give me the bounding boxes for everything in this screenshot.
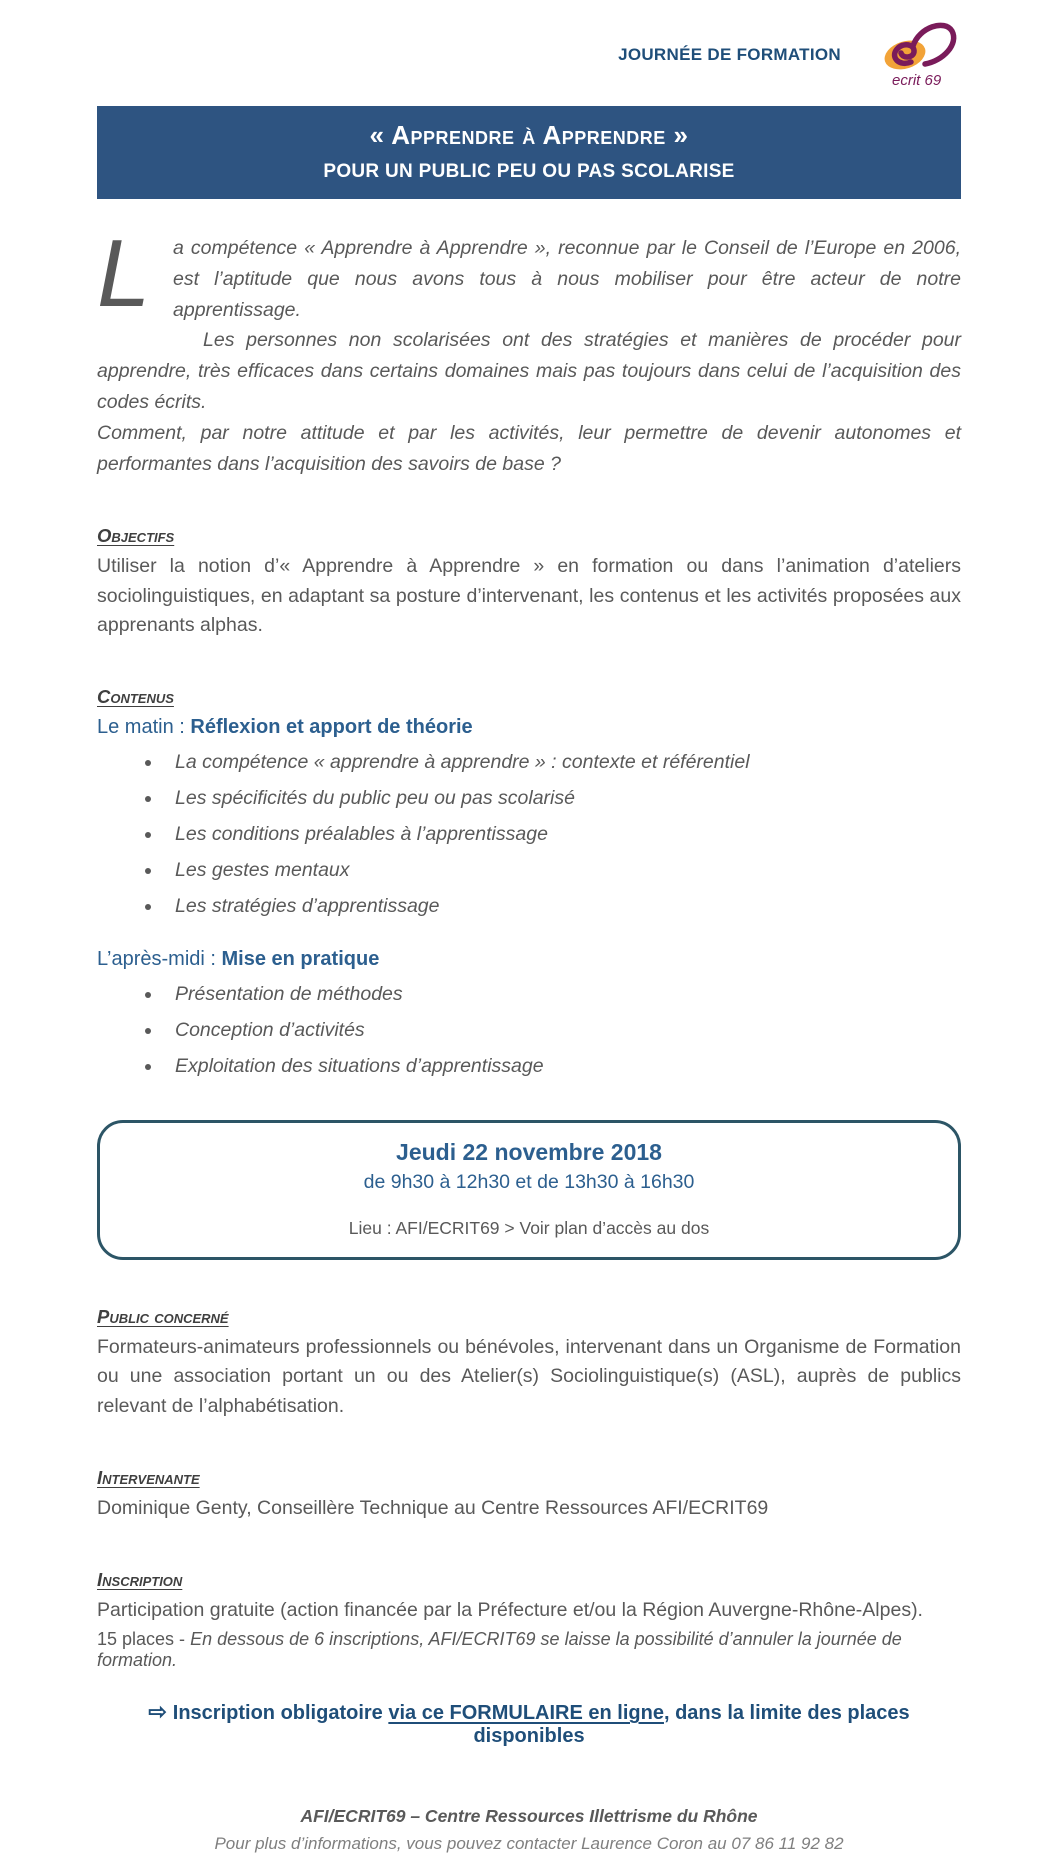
footer-org: AFI/ECRIT69 – Centre Ressources Illettrisme du Rhône [300, 1806, 758, 1827]
list-item: • Les gestes mentaux [163, 859, 961, 882]
session-date-box [97, 1120, 961, 1260]
header-kicker: JOURNÉE DE FORMATION [618, 45, 841, 64]
session-date: Jeudi 22 novembre 2018 [396, 1139, 662, 1166]
intro-paragraph [97, 220, 961, 479]
title-banner [97, 106, 961, 199]
cta-pre-text: Inscription obligatoire [172, 1702, 389, 1725]
page-title: « Apprendre à Apprendre » [369, 120, 689, 150]
session-location: Lieu : AFI/ECRIT69 > Voir plan d’accès au dos [348, 1218, 710, 1239]
intervenante-body: Dominique Genty, Conseillère Technique au Centre Ressources AFI/ECRIT69 [97, 1496, 769, 1519]
public-concerne-body: Formateurs-animateurs professionnels ou bénévoles, intervenant dans un Organisme de Formation ou une association portant un ou des Atelier(s) Sociolinguistique(s) (ASL), auprès de publics relevant de l’alphabétisation. [97, 1336, 961, 1417]
inscription-line1: Participation gratuite (action financée par la Préfecture et/ou la Région Auvergne-Rhône-Alpes). [97, 1599, 923, 1622]
intro-p3: Comment, par notre attitude et par les activités, leur permettre de devenir autonomes et performantes dans l’acquisition des savoirs de base ? [97, 421, 961, 475]
inscription-places: 15 places - [97, 1629, 191, 1650]
intro-p2: Les personnes non scolarisées ont des stratégies et manières de procéder pour apprendre, très efficaces dans certains domaines mais pas toujours dans celui de l’acquisition des codes écrits. [97, 329, 961, 413]
heading-contenus: Contenus [97, 686, 174, 708]
afternoon-label: Mise en pratique [221, 948, 380, 971]
cta-line [97, 1699, 961, 1748]
list-item: • La compétence « apprendre à apprendre » : contexte et référentiel [163, 751, 961, 774]
formulaire-link[interactable]: via ce FORMULAIRE en ligne [388, 1702, 664, 1725]
dropcap-letter: L [97, 220, 151, 327]
heading-intervenante: Intervenante [97, 1466, 200, 1488]
right-arrow-icon: ⇨ [148, 1699, 167, 1725]
heading-inscription: Inscription [97, 1569, 183, 1591]
morning-label: Réflexion et apport de théorie [190, 716, 473, 739]
page-subtitle: POUR UN PUBLIC PEU OU PAS SCOLARISE [323, 161, 735, 182]
list-item: • Les spécificités du public peu ou pas scolarisé [163, 787, 961, 810]
inscription-line2 [97, 1629, 961, 1671]
morning-bullet-list [163, 751, 961, 918]
ecrit69-logo-icon [875, 15, 961, 95]
footer-contact: Pour plus d’informations, vous pouvez contacter Laurence Coron au 07 86 11 92 82 [214, 1834, 844, 1854]
intro-p1: a compétence « Apprendre à Apprendre », reconnue par le Conseil de l’Europe en 2006, est l’aptitude que nous avons tous à nous mobiliser pour être acteur de notre apprentissage. [173, 237, 961, 321]
morning-prefix: Le matin : [97, 716, 191, 739]
afternoon-prefix: L’après-midi : [97, 948, 222, 971]
list-item: • Présentation de méthodes [163, 983, 961, 1006]
afternoon-bullet-list [163, 983, 961, 1078]
page-footer [97, 1806, 961, 1854]
list-item: • Conception d’activités [163, 1019, 961, 1042]
inscription-cancel-note: En dessous de 6 inscriptions, AFI/ECRIT69 se laisse la possibilité d’annuler la journée de formation. [97, 1629, 902, 1671]
morning-line [97, 716, 961, 739]
session-hours: de 9h30 à 12h30 et de 13h30 à 16h30 [363, 1171, 695, 1194]
heading-objectifs: Objectifs [97, 525, 175, 547]
afternoon-line [97, 948, 961, 971]
heading-public-concerne: Public concerné [97, 1306, 229, 1328]
cta-post-text: , dans la limite des places disponibles [473, 1702, 910, 1748]
list-item: • Exploitation des situations d’apprentissage [163, 1055, 961, 1078]
page-header [97, 14, 961, 96]
list-item: • Les conditions préalables à l’apprentissage [163, 823, 961, 846]
list-item: • Les stratégies d’apprentissage [163, 895, 961, 918]
objectifs-body: Utiliser la notion d’« Apprendre à Apprendre » en formation ou dans l’animation d’ateliers sociolinguistiques, en adaptant sa posture d’intervenant, les contenus et les activités proposées aux apprenants alphas. [97, 555, 961, 636]
logo-text: ecrit 69 [892, 72, 942, 89]
